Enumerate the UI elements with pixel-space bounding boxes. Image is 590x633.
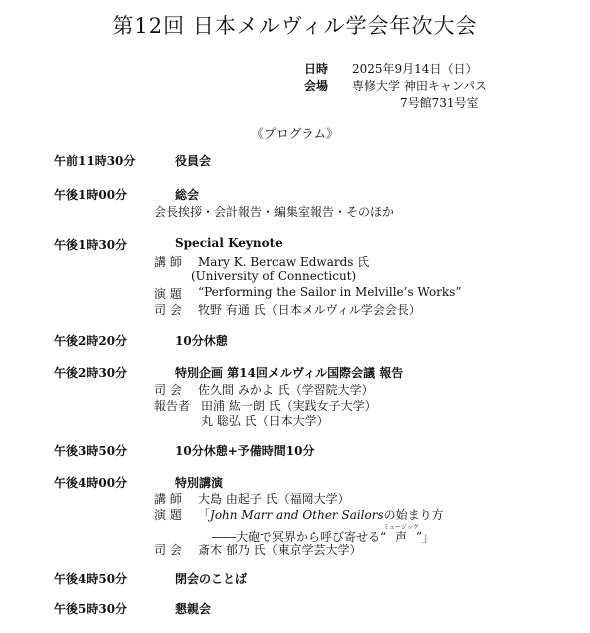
reporter-name: 丸 聡弘 氏（日本大学） [201, 414, 329, 428]
speaker-name: Mary K. Bercaw Edwards 氏 [198, 255, 370, 269]
schedule-time: 午後2時30分 [54, 366, 128, 380]
theme-close-bracket: ”」 [415, 530, 435, 544]
schedule-time: 午後4時00分 [54, 476, 128, 490]
schedule-item: 10分休憩 [175, 334, 228, 348]
speaker-affiliation: (University of Connecticut) [191, 269, 357, 283]
schedule-time: 午後1時00分 [54, 188, 128, 202]
theme-koe [383, 524, 419, 544]
theme-koe-ruby: ミュージック [383, 524, 419, 531]
schedule-item: 閉会のことば [175, 572, 248, 586]
schedule-item: 10分休憩+予備時間10分 [175, 444, 315, 458]
speaker-role: 講 師 [154, 255, 182, 269]
venue-label: 会場 [304, 79, 329, 93]
schedule-time: 午後4時50分 [54, 572, 128, 586]
chair-name: 佐久間 みかよ 氏（学習院大学） [198, 383, 374, 397]
venue-value: 専修大学 神田キャンパス [352, 79, 487, 93]
theme-open-bracket: 「 [198, 508, 211, 522]
reporter-name: 田浦 紘一朗 氏（実践女子大学） [201, 399, 377, 413]
schedule-time: 午後3時50分 [54, 444, 128, 458]
schedule-item: 役員会 [175, 154, 212, 168]
page-title: 第12回 日本メルヴィル学会年次大会 [112, 14, 478, 38]
program-heading: 《プログラム》 [251, 126, 339, 141]
theme-role: 演 題 [154, 508, 182, 522]
theme-koe-base: 声 [383, 530, 419, 544]
schedule-item: Special Keynote [175, 236, 283, 250]
chair-name: 牧野 有通 氏（日本メルヴィル学会会長） [198, 303, 421, 317]
theme-role: 演 題 [154, 287, 182, 301]
venue-room: 7号館731号室 [400, 96, 479, 110]
chair-role: 司 会 [154, 383, 182, 397]
schedule-time: 午前11時30分 [54, 154, 136, 168]
theme-subtitle-text: ――大砲で冥界から呼び寄せる“ [212, 530, 387, 544]
chair-name: 斎木 郁乃 氏（東京学芸大学） [198, 543, 362, 557]
reporter-role: 報告者 [154, 399, 191, 413]
schedule-item: 総会 [175, 188, 200, 202]
speaker-role: 講 師 [154, 492, 182, 506]
chair-role: 司 会 [154, 543, 182, 557]
schedule-item: 特別講演 [175, 476, 224, 490]
chair-role: 司 会 [154, 303, 182, 317]
schedule-time: 午後2時20分 [54, 334, 128, 348]
date-label: 日時 [304, 62, 329, 76]
theme-title-rest: の始まり方 [383, 508, 444, 522]
theme-title: “Performing the Sailor in Melville’s Works” [198, 285, 462, 299]
theme-title [198, 506, 444, 523]
schedule-item: 懇親会 [175, 602, 212, 616]
schedule-time: 午後1時30分 [54, 238, 128, 252]
schedule-time: 午後5時30分 [54, 602, 128, 616]
schedule-item: 特別企画 第14回メルヴィル国際会議 報告 [175, 366, 404, 380]
date-value: 2025年9月14日（日） [352, 62, 478, 76]
theme-italic-title: John Marr and Other Sailors [210, 508, 384, 522]
schedule-detail: 会長挨拶・会計報告・編集室報告・そのほか [154, 205, 395, 219]
speaker-name: 大島 由起子 氏（福岡大学） [198, 492, 350, 506]
